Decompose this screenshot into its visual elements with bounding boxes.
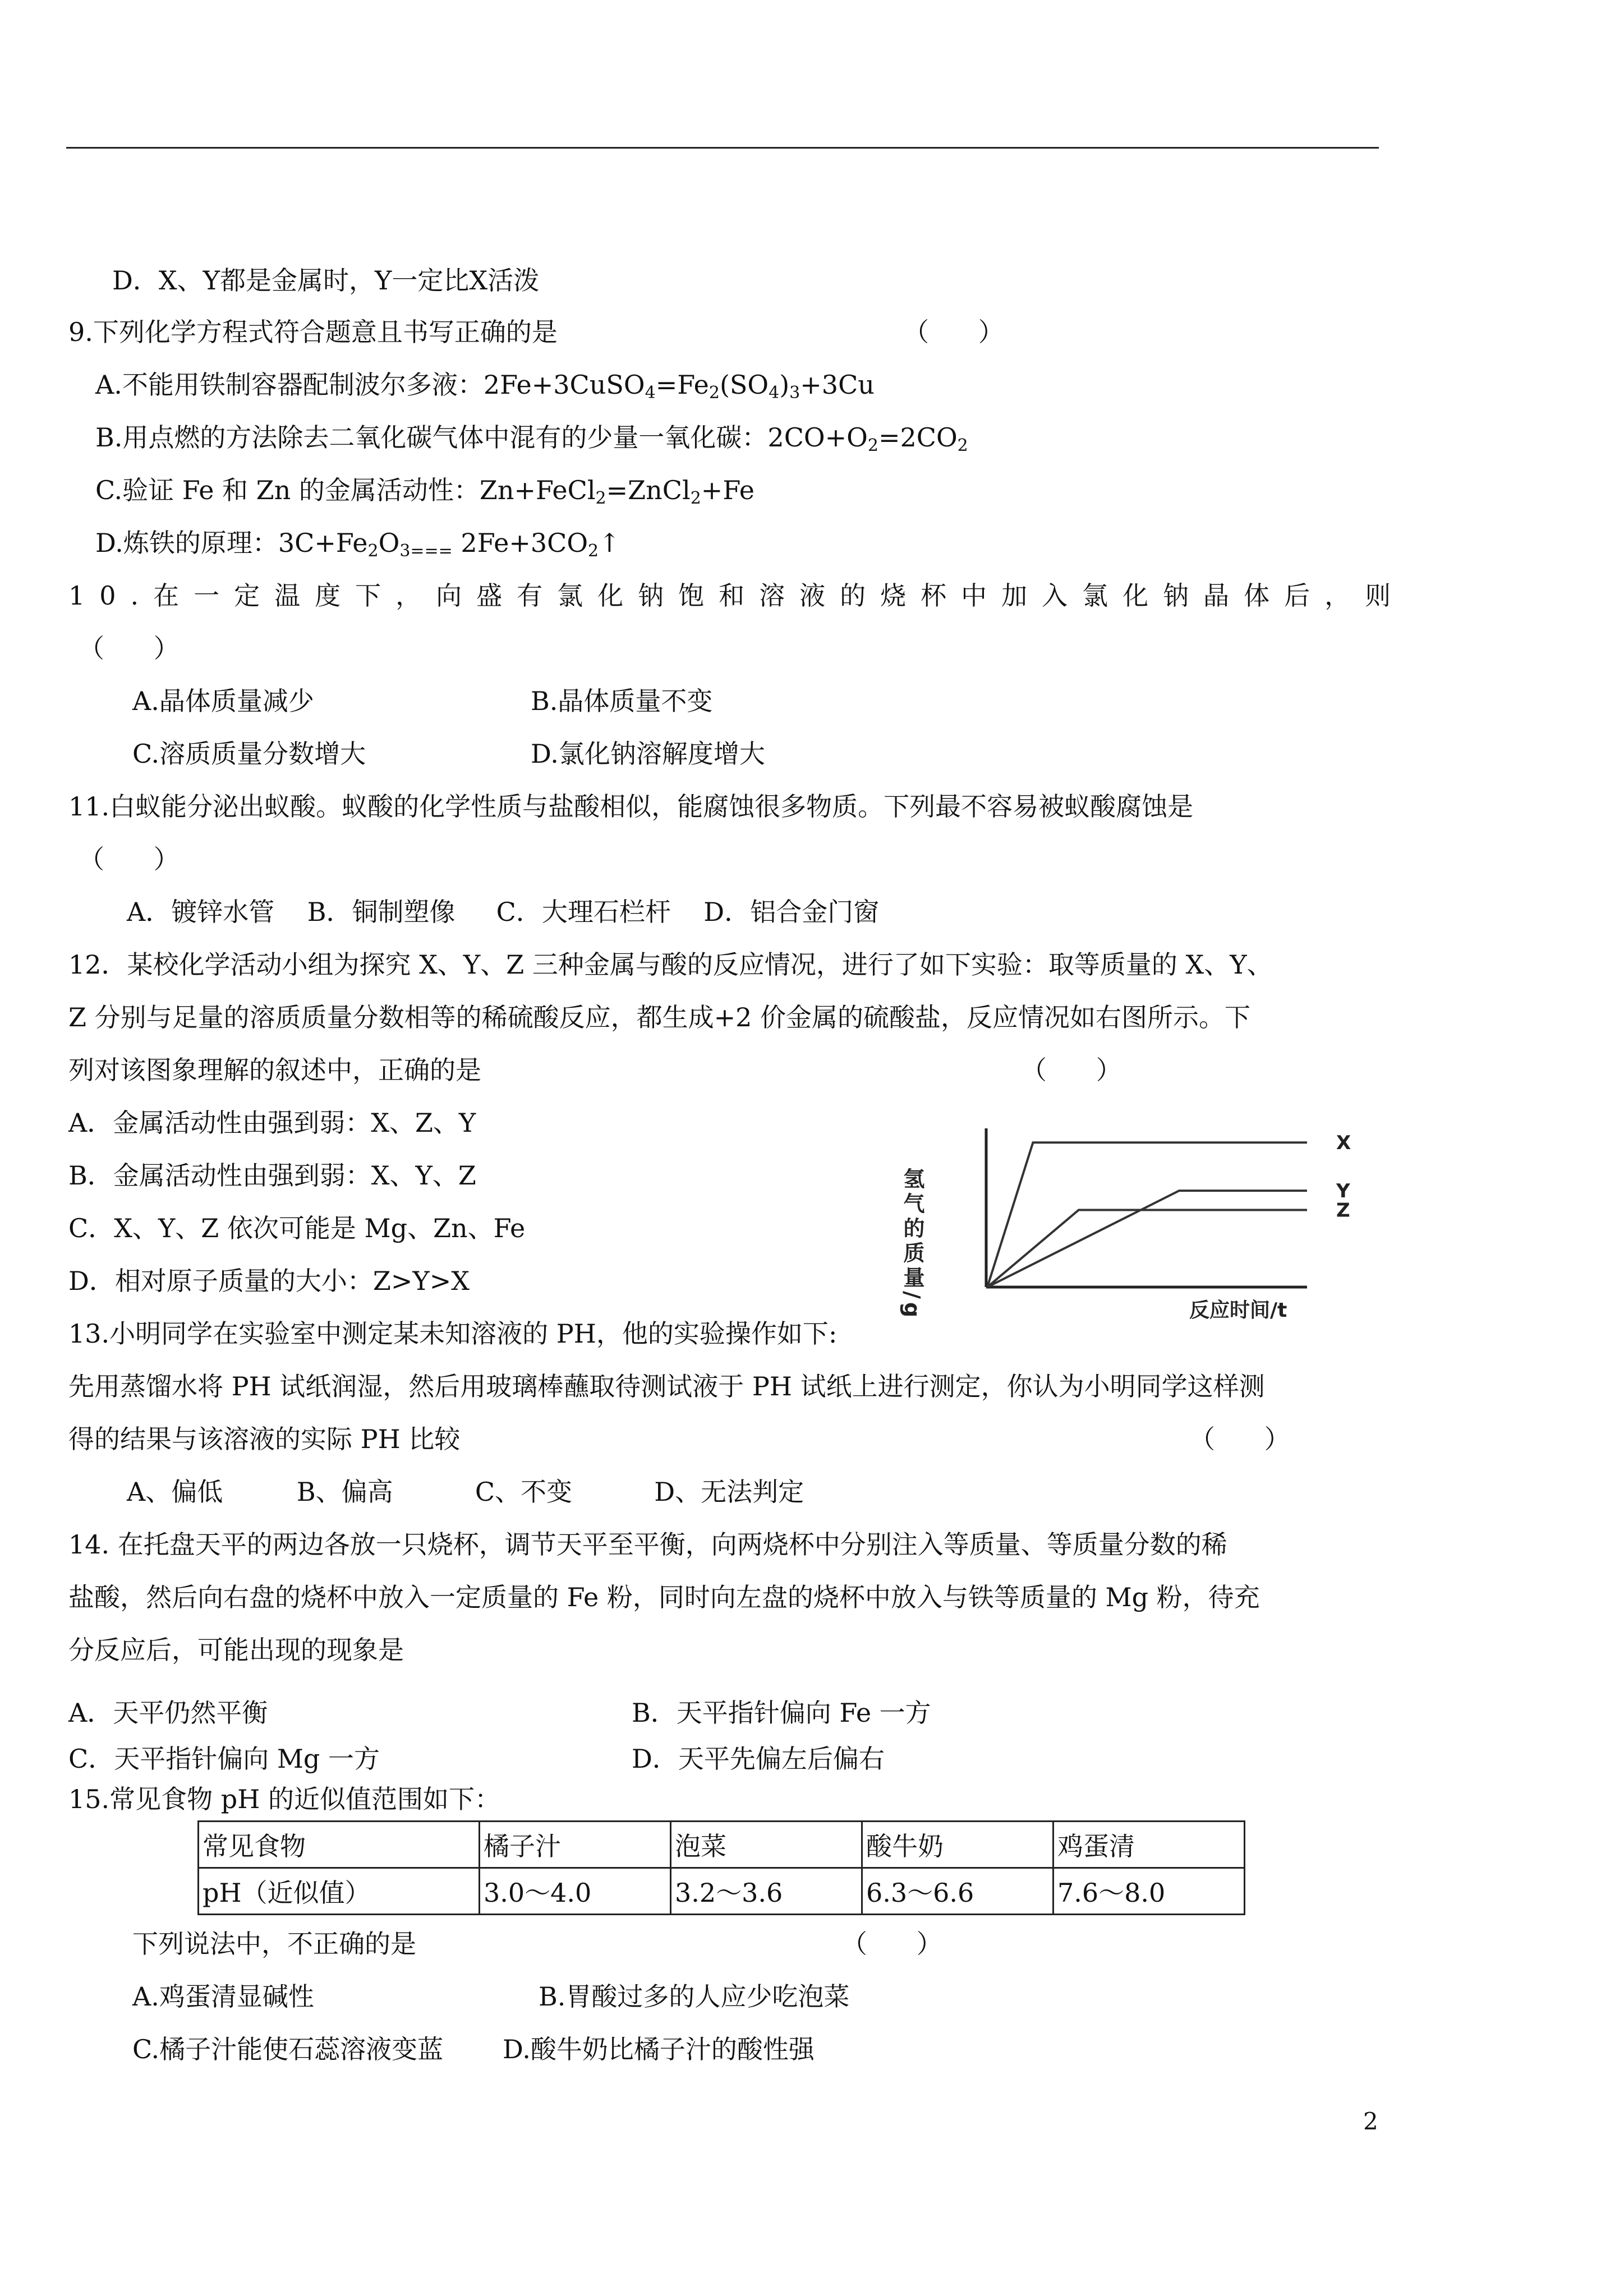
q14-option-d: D．天平先偏左后偏右 xyxy=(632,1744,885,1774)
q10-option-b: B.晶体质量不变 xyxy=(531,686,713,716)
q12-stem-line2: Z 分别与足量的溶质质量分数相等的稀硫酸反应，都生成+2 价金属的硫酸盐，反应情况如右图所示。下 xyxy=(68,1002,1251,1032)
q10-answer-paren: （ ） xyxy=(79,633,180,663)
q15-option-a: A.鸡蛋清显碱性 xyxy=(132,1981,314,2012)
table-cell: 酸牛奶 xyxy=(862,1822,1053,1868)
q11-stem: 11.白蚁能分泌出蚁酸。蚁酸的化学性质与盐酸相似，能腐蚀很多物质。下列最不容易被蚁酸腐蚀是 xyxy=(68,791,1194,822)
series-line-z xyxy=(987,1210,1307,1288)
q10-option-d: D.氯化钠溶解度增大 xyxy=(531,739,765,769)
q9-answer-paren: （ ） xyxy=(903,317,1004,347)
q9-option-b: B.用点燃的方法除去二氧化碳气体中混有的少量一氧化碳：$2CO+O_2=2CO_2$ xyxy=(95,422,968,455)
q14-stem-line3: 分反应后，可能出现的现象是 xyxy=(68,1635,404,1665)
q15-option-c: C.橘子汁能使石蕊溶液变蓝 xyxy=(132,2034,444,2064)
q15-question: 下列说法中，不正确的是 xyxy=(132,1929,416,1959)
table-cell: 泡菜 xyxy=(671,1822,862,1868)
q9-stem: 9.下列化学方程式符合题意且书写正确的是 xyxy=(68,317,558,347)
q13-stem-line1: 13.小明同学在实验室中测定某未知溶液的 PH，他的实验操作如下: xyxy=(68,1318,838,1349)
table-cell: pH（近似值） xyxy=(199,1868,480,1915)
q15-answer-paren: （ ） xyxy=(841,1929,942,1959)
table-cell: 7.6～8.0 xyxy=(1053,1868,1245,1915)
table-cell: 3.2～3.6 xyxy=(671,1868,862,1915)
table-header-row xyxy=(199,1822,1245,1868)
q12-option-c: C．X、Y、Z 依次可能是 Mg、Zn、Fe xyxy=(68,1213,526,1243)
q12-answer-paren: （ ） xyxy=(1021,1055,1122,1085)
series-label-x: X xyxy=(1336,1132,1351,1155)
series-label-y: Y xyxy=(1336,1180,1350,1203)
table-cell: 鸡蛋清 xyxy=(1053,1822,1245,1868)
q14-option-a: A．天平仍然平衡 xyxy=(68,1698,268,1728)
q8-option-d: D．X、Y都是金属时，Y一定比X活泼 xyxy=(112,265,540,296)
q12-stem-line1: 12．某校化学活动小组为探究 X、Y、Z 三种金属与酸的反应情况，进行了如下实验：取等质量的 X、Y、 xyxy=(68,949,1273,980)
table-cell: 橘子汁 xyxy=(480,1822,671,1868)
header-rule xyxy=(66,147,1379,149)
q10-stem: 10.在一定温度下，向盛有氯化钠饱和溶液的烧杯中加入氯化钠晶体后，则 xyxy=(68,580,1406,611)
q9-option-a: A.不能用铁制容器配制波尔多液：$2Fe+3CuSO_4=Fe_2(SO_4)_3+3Cu$ xyxy=(95,370,875,403)
q13-answer-paren: （ ） xyxy=(1189,1424,1290,1454)
q14-stem-line1: 14. 在托盘天平的两边各放一只烧杯，调节天平至平衡，向两烧杯中分别注入等质量、等质量分数的稀 xyxy=(68,1529,1227,1560)
q12-option-a: A．金属活动性由强到弱：X、Z、Y xyxy=(68,1108,476,1138)
q15-option-b: B.胃酸过多的人应少吃泡菜 xyxy=(539,1981,850,2012)
q10-option-c: C.溶质质量分数增大 xyxy=(132,739,366,769)
chart-ylabel: 氢气的质量/g xyxy=(900,1168,924,1321)
q14-option-b: B．天平指针偏向 Fe 一方 xyxy=(632,1698,931,1728)
chart-series-layer xyxy=(987,1132,1351,1287)
table-cell: 6.3～6.6 xyxy=(862,1868,1053,1915)
q11-options: A．镀锌水管 B．铜制塑像 C．大理石栏杆 D．铝合金门窗 xyxy=(127,897,880,927)
q13-stem-line3: 得的结果与该溶液的实际 PH 比较 xyxy=(68,1424,461,1454)
q12-stem-line3: 列对该图象理解的叙述中，正确的是 xyxy=(68,1055,481,1085)
q15-stem: 15.常见食物 pH 的近似值范围如下： xyxy=(68,1784,500,1814)
series-line-x xyxy=(987,1142,1307,1287)
q14-stem-line2: 盐酸，然后向右盘的烧杯中放入一定质量的 Fe 粉，同时向左盘的烧杯中放入与铁等质量的 Mg 粉，待充 xyxy=(68,1582,1260,1612)
q12-option-d: D．相对原子质量的大小：Z>Y>X xyxy=(68,1266,470,1296)
q10-option-a: A.晶体质量减少 xyxy=(132,686,314,716)
hydrogen-mass-chart xyxy=(900,1116,1363,1324)
q13-options: A、偏低 B、偏高 C、不变 D、无法判定 xyxy=(127,1477,804,1507)
q9-option-c: C.验证 Fe 和 Zn 的金属活动性：Zn+FeCl$_2$=ZnCl$_2$+Fe xyxy=(95,475,755,508)
q9-option-d: D.炼铁的原理：$3C+Fe_2O_{3===}$ $2Fe+3CO_2↑$ xyxy=(95,528,620,561)
chart-xlabel: 反应时间/t xyxy=(1189,1299,1287,1322)
q14-option-c: C．天平指针偏向 Mg 一方 xyxy=(68,1744,380,1774)
q15-option-d: D.酸牛奶比橘子汁的酸性强 xyxy=(503,2034,815,2064)
series-line-y xyxy=(987,1191,1307,1287)
page-number: 2 xyxy=(1363,2108,1378,2135)
q11-answer-paren: （ ） xyxy=(79,844,180,874)
ph-table xyxy=(197,1820,1245,1915)
series-label-z: Z xyxy=(1336,1199,1350,1222)
q13-stem-line2: 先用蒸馏水将 PH 试纸润湿，然后用玻璃棒蘸取待测试液于 PH 试纸上进行测定，你认为小明同学这样测 xyxy=(68,1371,1265,1401)
table-row xyxy=(199,1868,1245,1915)
table-cell: 3.0～4.0 xyxy=(480,1868,671,1915)
q12-option-b: B．金属活动性由强到弱：X、Y、Z xyxy=(68,1160,476,1191)
table-cell: 常见食物 xyxy=(199,1822,480,1868)
